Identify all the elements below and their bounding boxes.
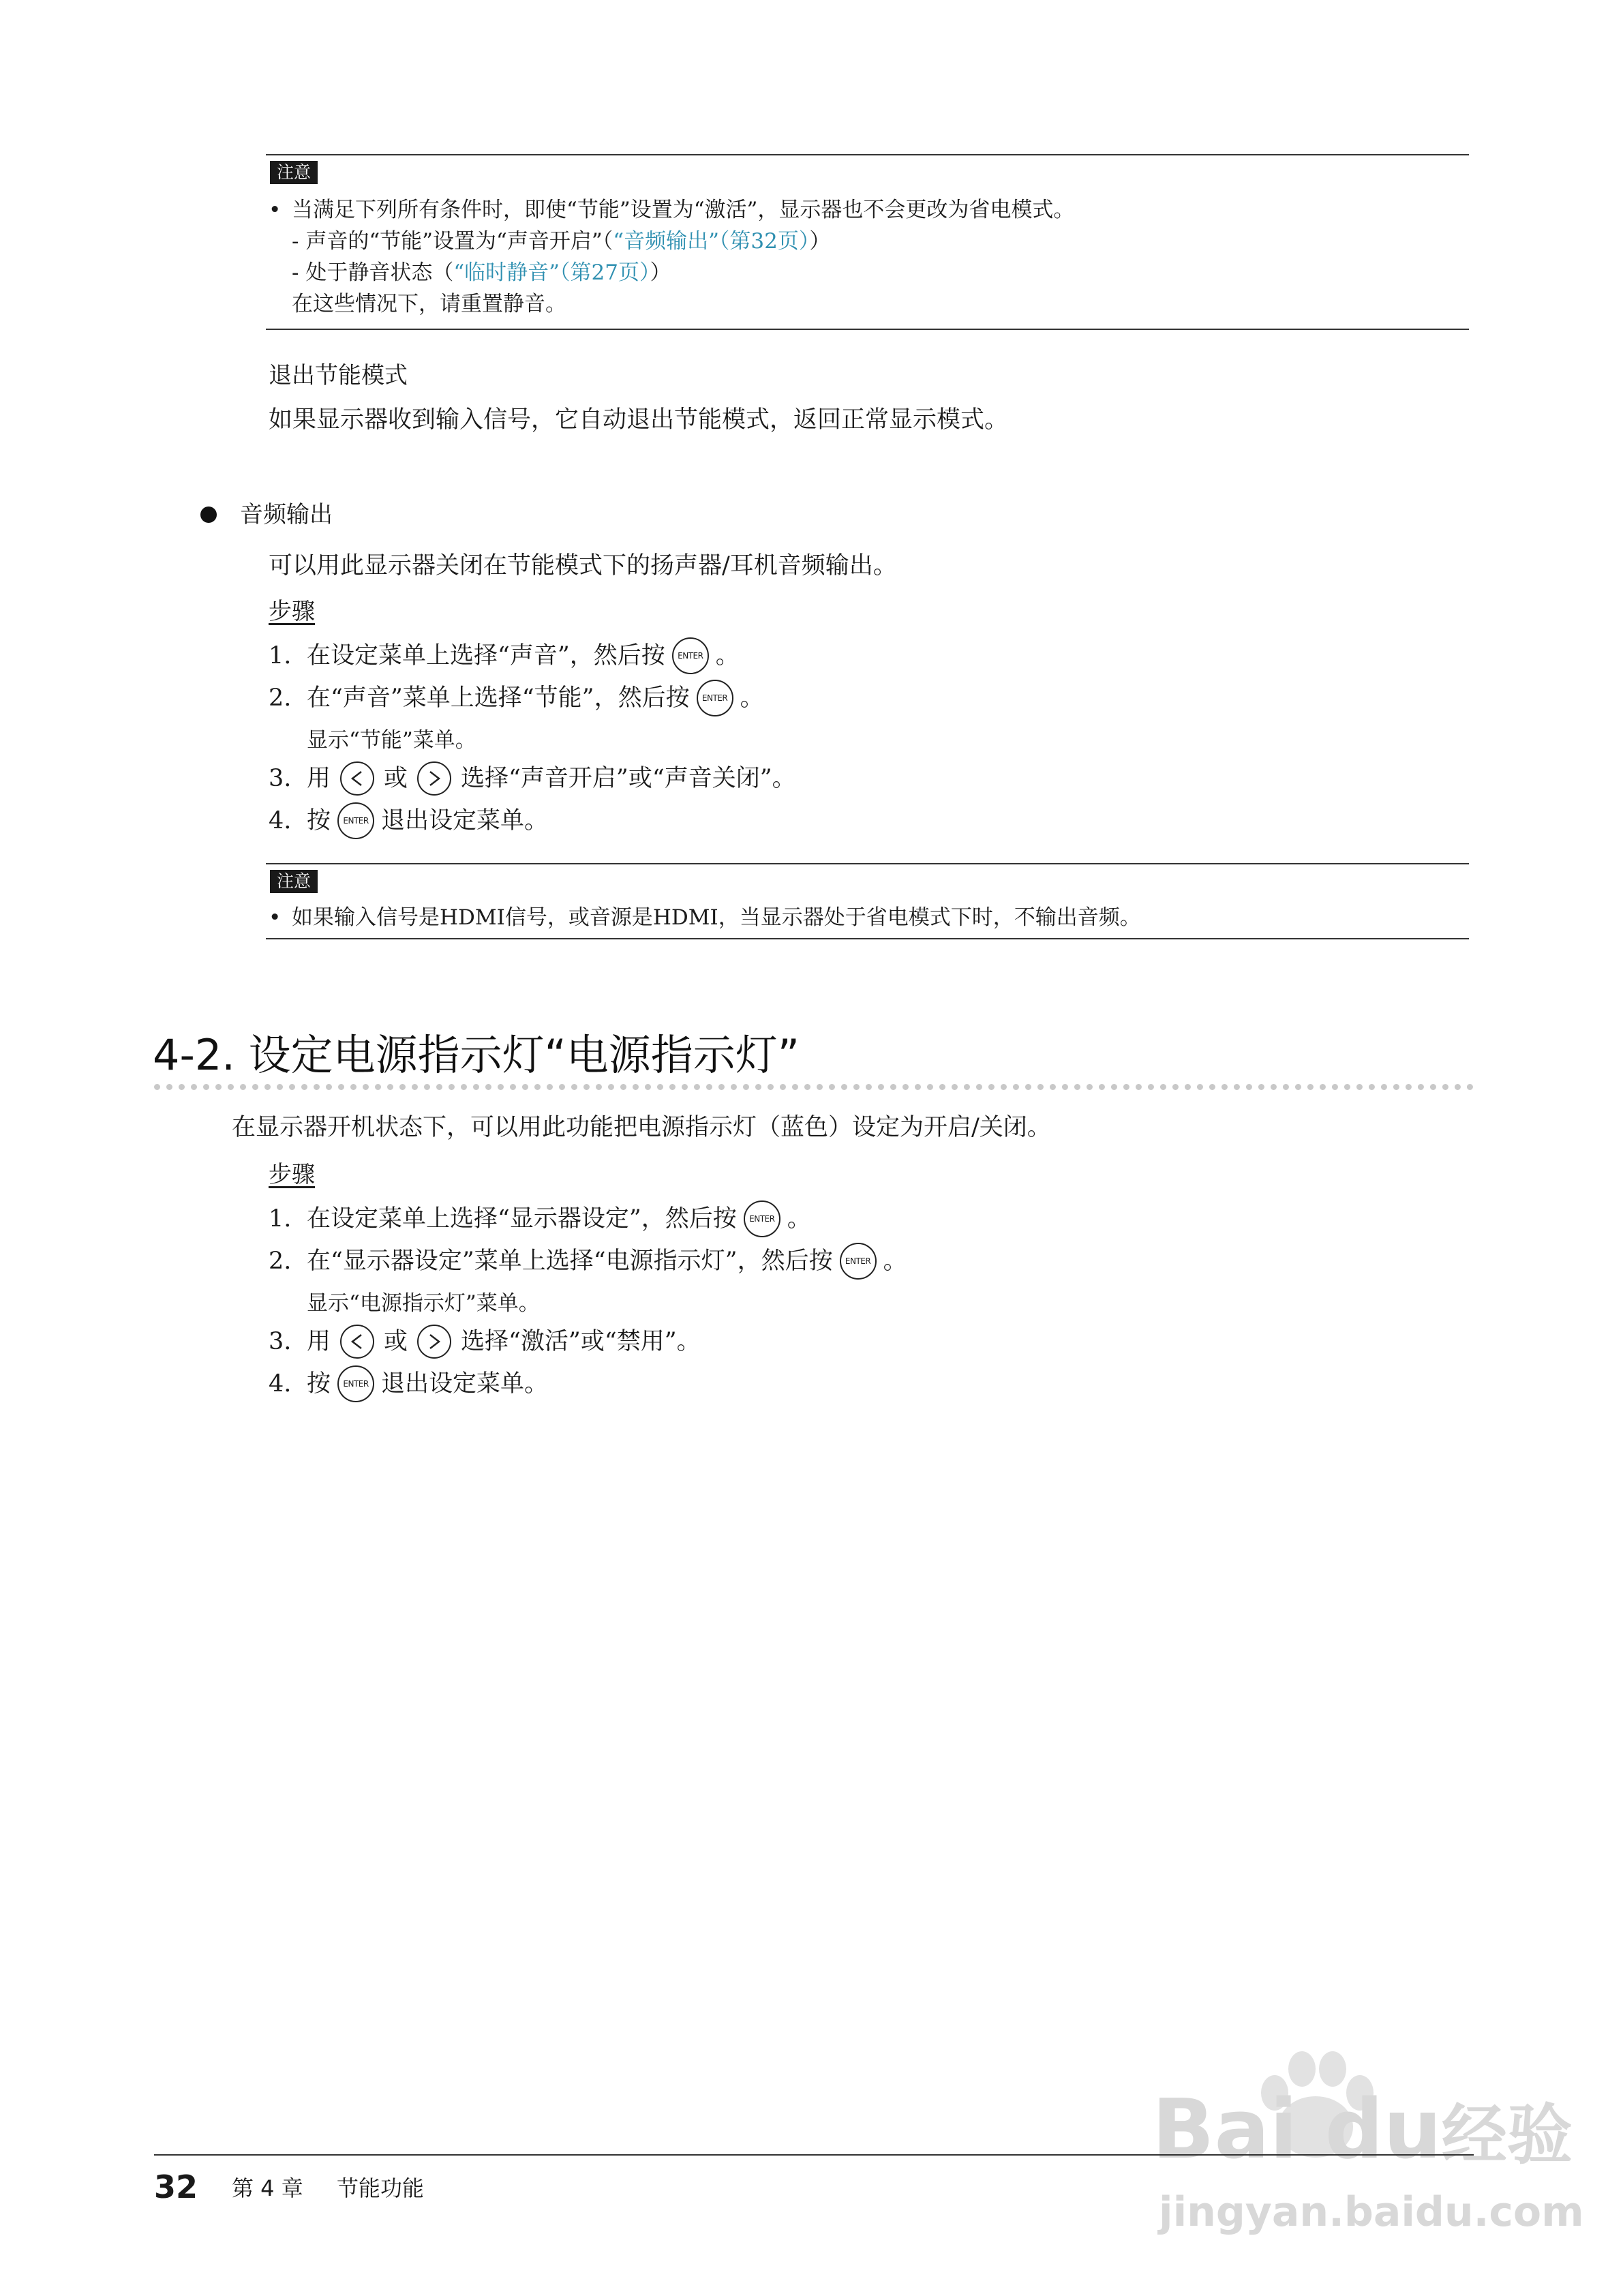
step-text: 用 <box>307 1328 331 1355</box>
watermark-brand <box>1152 2083 1573 2179</box>
step-number: 3. <box>269 765 292 792</box>
note1-line3-suffix: ） <box>650 260 671 285</box>
left-arrow-button-icon <box>340 761 374 796</box>
step-number: 3. <box>269 1328 292 1355</box>
chapter-steps-label: 步骤 <box>269 1161 315 1188</box>
audio-heading: 音频输出 <box>240 501 333 528</box>
enter-button-icon: ENTER <box>337 802 374 839</box>
chapter-step-2-sub <box>307 1284 540 1323</box>
note2-tag: 注意 <box>270 870 318 893</box>
watermark-brand-cn: 经验 <box>1441 2097 1573 2173</box>
step-text: 按 <box>307 1370 331 1398</box>
step-or: 或 <box>384 1328 408 1355</box>
enter-button-icon: ENTER <box>840 1243 877 1280</box>
chapter-step-2 <box>269 1242 907 1280</box>
note1-line2-prefix: - 声音的“节能”设置为“声音开启”（ <box>292 229 613 254</box>
enter-button-icon: ENTER <box>697 680 733 716</box>
note2-top-rule <box>266 863 1469 864</box>
note1-line2-suffix: ） <box>809 229 831 254</box>
audio-step-4 <box>269 802 548 840</box>
audio-desc: 可以用此显示器关闭在节能模式下的扬声器/耳机音频输出。 <box>269 552 897 579</box>
audio-output-link[interactable]: “音频输出”（第32页） <box>613 229 810 254</box>
footer-page-number: 32 <box>154 2169 198 2205</box>
step-number: 2. <box>269 684 292 712</box>
step-text-end: 退出设定菜单。 <box>381 1370 549 1398</box>
chapter-step-3 <box>269 1323 701 1361</box>
section-bullet-icon <box>200 507 217 523</box>
note1-top-rule <box>266 154 1469 155</box>
step-number: 1. <box>269 642 292 669</box>
watermark-url: jingyan.baidu.com <box>1159 2188 1584 2236</box>
chapter-title: 4-2. 设定电源指示灯“电源指示灯” <box>153 1030 800 1080</box>
step-subtext: 显示“电源指示灯”菜单。 <box>307 1291 540 1316</box>
footer-chapter-name: 节能功能 <box>337 2175 425 2201</box>
step-subtext: 显示“节能”菜单。 <box>307 728 476 753</box>
step-text-end: 退出设定菜单。 <box>381 807 549 834</box>
step-number: 4. <box>269 807 292 834</box>
note1-bullet: • <box>269 198 282 222</box>
footer-chapter-label: 第 4 章 <box>232 2175 303 2201</box>
step-text: 在设定菜单上选择“声音”，然后按 <box>307 642 665 669</box>
footer-rule <box>154 2154 1474 2156</box>
note1-bottom-rule <box>266 329 1469 330</box>
audio-step-1 <box>269 637 740 675</box>
step-text-end: 。 <box>740 684 764 712</box>
step-or: 或 <box>384 765 408 792</box>
note1-line4: 在这些情况下，请重置静音。 <box>292 292 566 316</box>
audio-steps-label: 步骤 <box>269 598 315 625</box>
watermark-brand-bai: Bai <box>1152 2083 1298 2177</box>
chapter-step-1 <box>269 1200 811 1238</box>
step-number: 2. <box>269 1248 292 1275</box>
audio-step-3 <box>269 759 796 798</box>
watermark-brand-du: du <box>1324 2083 1442 2177</box>
right-arrow-button-icon <box>417 1325 451 1359</box>
step-text-end: 选择“声音开启”或“声音关闭”。 <box>461 765 796 792</box>
step-number: 1. <box>269 1205 292 1233</box>
note2-text: 如果输入信号是HDMI信号，或音源是HDMI，当显示器处于省电模式下时，不输出音频。 <box>292 905 1141 930</box>
chapter-step-4 <box>269 1365 548 1403</box>
audio-step-2-sub <box>307 721 476 759</box>
step-text: 在设定菜单上选择“显示器设定”，然后按 <box>307 1205 737 1233</box>
step-text-end: 选择“激活”或“禁用”。 <box>461 1328 701 1355</box>
step-text-end: 。 <box>883 1248 907 1275</box>
step-text: 在“声音”菜单上选择“节能”，然后按 <box>307 684 690 712</box>
step-text: 用 <box>307 765 331 792</box>
note1-line3-prefix: - 处于静音状态（ <box>292 260 454 285</box>
left-arrow-button-icon <box>340 1325 374 1359</box>
note1-line1: 当满足下列所有条件时，即使“节能”设置为“激活”，显示器也不会更改为省电模式。 <box>292 198 1075 222</box>
step-text: 在“显示器设定”菜单上选择“电源指示灯”，然后按 <box>307 1248 833 1275</box>
chapter-dotted-rule <box>154 1084 1474 1090</box>
enter-button-icon: ENTER <box>744 1200 780 1237</box>
enter-button-icon: ENTER <box>337 1365 374 1402</box>
note1-tag: 注意 <box>270 161 318 184</box>
right-arrow-button-icon <box>417 761 451 796</box>
chapter-desc: 在显示器开机状态下，可以用此功能把电源指示灯（蓝色）设定为开启/关闭。 <box>232 1114 1051 1141</box>
step-number: 4. <box>269 1370 292 1398</box>
step-text-end: 。 <box>787 1205 811 1233</box>
temporary-mute-link[interactable]: “临时静音”（第27页） <box>453 260 650 285</box>
enter-button-icon: ENTER <box>672 637 709 674</box>
exit-heading: 退出节能模式 <box>269 362 408 389</box>
note1-line3 <box>292 258 671 288</box>
note1-line2 <box>292 226 830 256</box>
step-text: 按 <box>307 807 331 834</box>
audio-step-2 <box>269 679 764 717</box>
note2-bottom-rule <box>266 938 1469 939</box>
step-text-end: 。 <box>715 642 740 669</box>
note2-bullet: • <box>269 905 282 930</box>
exit-text: 如果显示器收到输入信号，它自动退出节能模式，返回正常显示模式。 <box>269 406 1009 434</box>
